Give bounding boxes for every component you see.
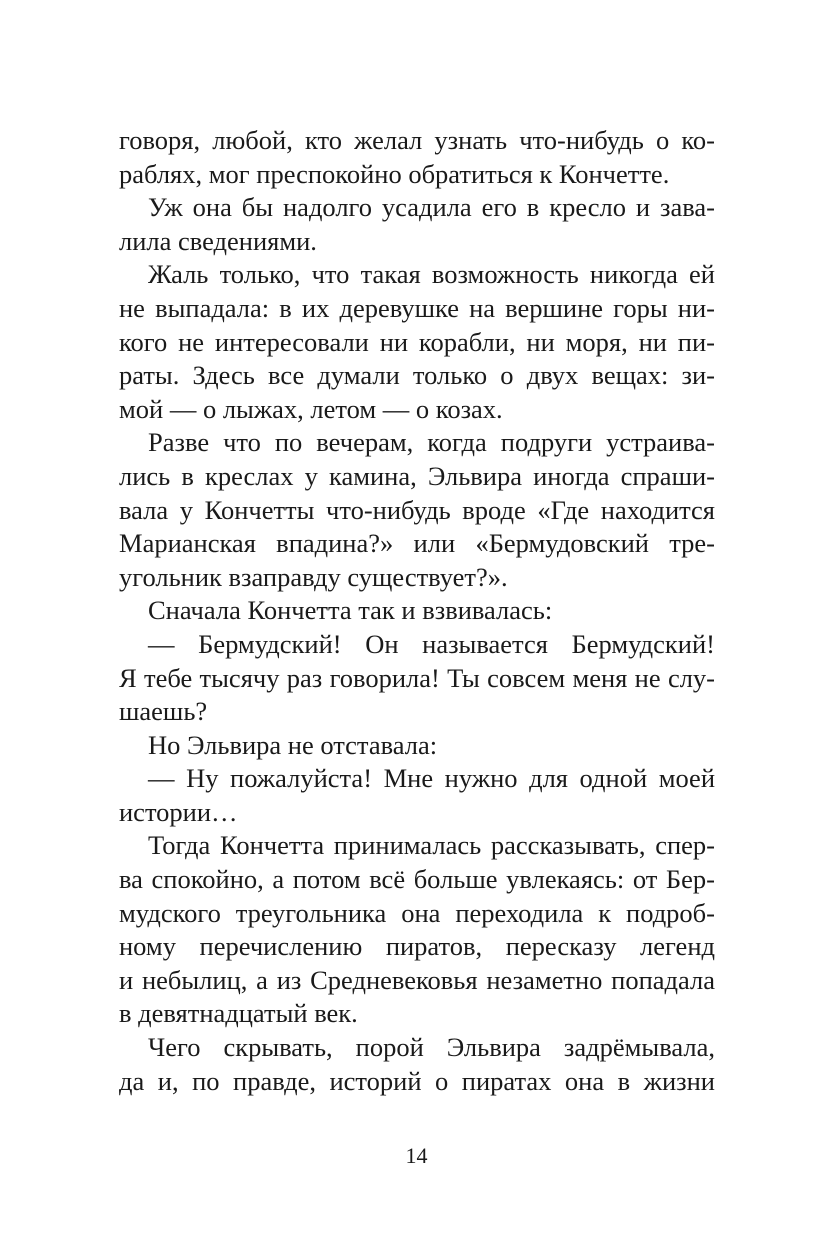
text-line: раблях, мог преспокойно обратиться к Кончетте. — [119, 158, 670, 189]
body-text — [119, 124, 715, 1098]
text-line: Я тебе тысячу раз говорила! Ты совсем меня не слу- — [119, 662, 715, 693]
text-line: шаешь? — [119, 696, 208, 727]
text-line: да и, по правде, историй о пиратах она в жизни — [119, 1065, 715, 1096]
text-line: ва спокойно, а потом всё больше увлекаясь: от Бер- — [119, 864, 715, 895]
text-line: Сначала Кончетта так и взвивалась: — [148, 595, 553, 626]
text-line: Жаль только, что такая возможность никогда ей — [148, 259, 715, 290]
text-line: ному перечислению пиратов, пересказу легенд — [119, 931, 715, 962]
text-line: угольник взаправду существует?». — [119, 561, 508, 592]
text-line: — Бермудский! Он называется Бермудский! — [148, 628, 715, 659]
text-line: мой — о лыжах, летом — о козах. — [119, 393, 503, 424]
text-line: и небылиц, а из Средневековья незаметно попадала — [119, 964, 715, 995]
text-line: Тогда Кончетта принималась рассказывать, спер- — [148, 830, 715, 861]
text-line: в девятнадцатый век. — [119, 998, 358, 1029]
text-line: раты. Здесь все думали только о двух вещах: зи- — [119, 360, 715, 391]
text-line: лись в креслах у камина, Эльвира иногда спраши- — [119, 460, 715, 491]
text-line: Марианская впадина?» или «Бермудовский тре- — [119, 528, 715, 559]
text-line: Разве что по вечерам, когда подруги устраива- — [148, 427, 715, 458]
text-line: истории… — [119, 796, 238, 827]
text-line: мудского треугольника она переходила к подроб- — [119, 897, 715, 928]
text-line: говоря, любой, кто желал узнать что-нибудь о ко- — [119, 125, 715, 155]
page-number: 14 — [405, 1143, 428, 1168]
text-line: вала у Кончетты что-нибудь вроде «Где находится — [119, 494, 715, 525]
text-line: Но Эльвира не отставала: — [148, 729, 438, 760]
text-line: не выпадала: в их деревушке на вершине горы ни- — [119, 292, 715, 323]
text-line: лила сведениями. — [119, 225, 317, 256]
text-line: Чего скрывать, порой Эльвира задрёмывала, — [148, 1032, 715, 1063]
text-line: — Ну пожалуйста! Мне нужно для одной моей — [148, 763, 715, 794]
text-line: кого не интересовали ни корабли, ни моря, ни пи- — [119, 326, 715, 357]
text-line: Уж она бы надолго усадила его в кресло и зава- — [148, 192, 715, 223]
